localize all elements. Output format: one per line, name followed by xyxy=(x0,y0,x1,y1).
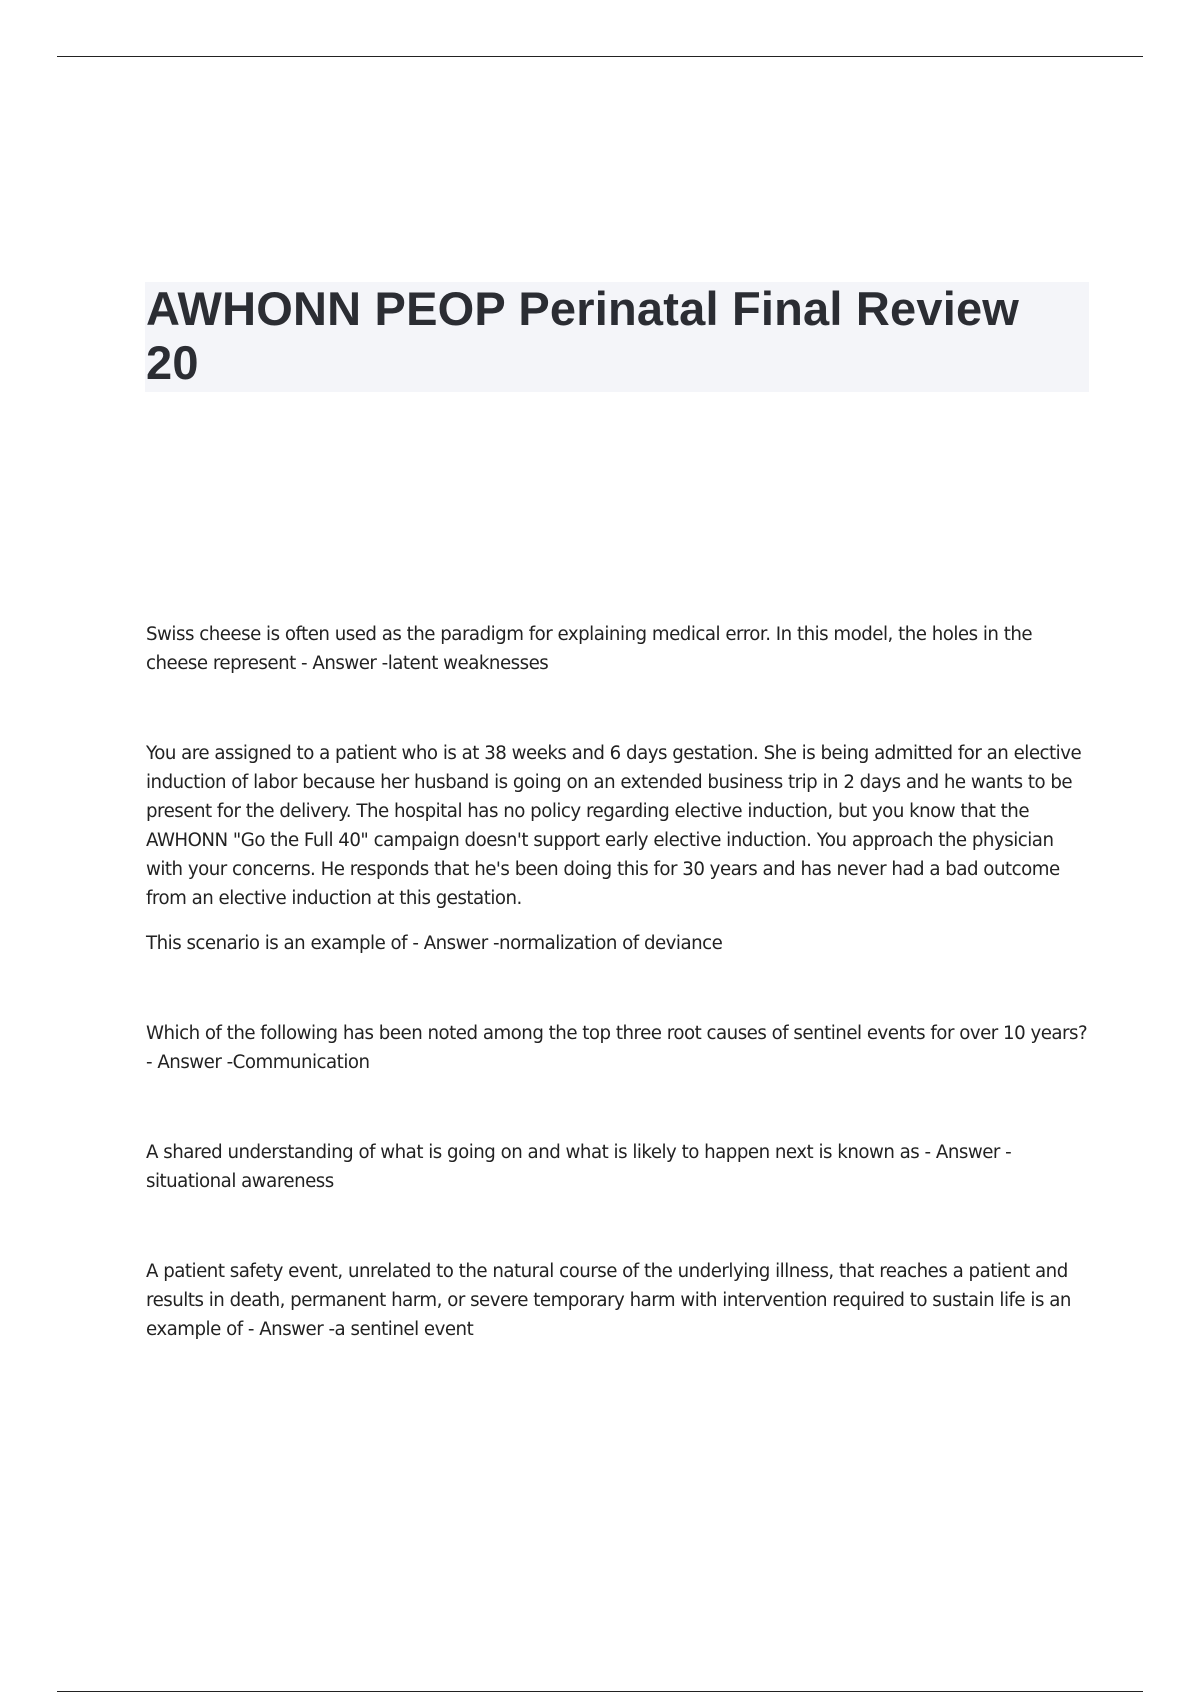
question-item xyxy=(146,1019,1090,1077)
page-title-line-1: AWHONN PEOP Perinatal Final Review xyxy=(146,282,1020,335)
question-text: Which of the following has been noted among the top three root causes of sentinel events for over 10 years? - Answer -Communication xyxy=(146,1023,1088,1073)
question-text: A patient safety event, unrelated to the natural course of the underlying illness, that reaches a patient and results in death, permanent harm, or severe temporary harm with intervention required to sustain life is an example of - Answer -a sentinel event xyxy=(146,1261,1071,1340)
page-title-line-2: 20 xyxy=(146,336,199,389)
bottom-rule xyxy=(57,1691,1143,1692)
question-item xyxy=(146,620,1090,678)
question-text: You are assigned to a patient who is at 38 weeks and 6 days gestation. She is being admitted for an elective induction of labor because her husband is going on an extended business trip in 2 days and he wants to be present for the delivery. The hospital has no policy regarding elective induction, but you know that the AWHONN "Go the Full 40" campaign doesn't support early elective induction. You approach the physician with your concerns. He responds that he's been doing this for 30 years and has never had a bad outcome from an elective induction at this gestation. xyxy=(146,743,1082,909)
top-rule xyxy=(57,56,1143,57)
question-item xyxy=(146,1138,1090,1196)
question-text: A shared understanding of what is going on and what is likely to happen next is known as - Answer - situational awareness xyxy=(146,1142,1012,1192)
title-block xyxy=(145,282,1089,392)
question-text: Swiss cheese is often used as the paradigm for explaining medical error. In this model, the holes in the cheese represent - Answer -latent weaknesses xyxy=(146,624,1033,674)
question-list xyxy=(146,620,1090,1344)
page-title xyxy=(145,282,1089,390)
question-item xyxy=(146,1257,1090,1344)
question-item xyxy=(146,739,1090,958)
question-text: This scenario is an example of - Answer -normalization of deviance xyxy=(146,933,723,954)
